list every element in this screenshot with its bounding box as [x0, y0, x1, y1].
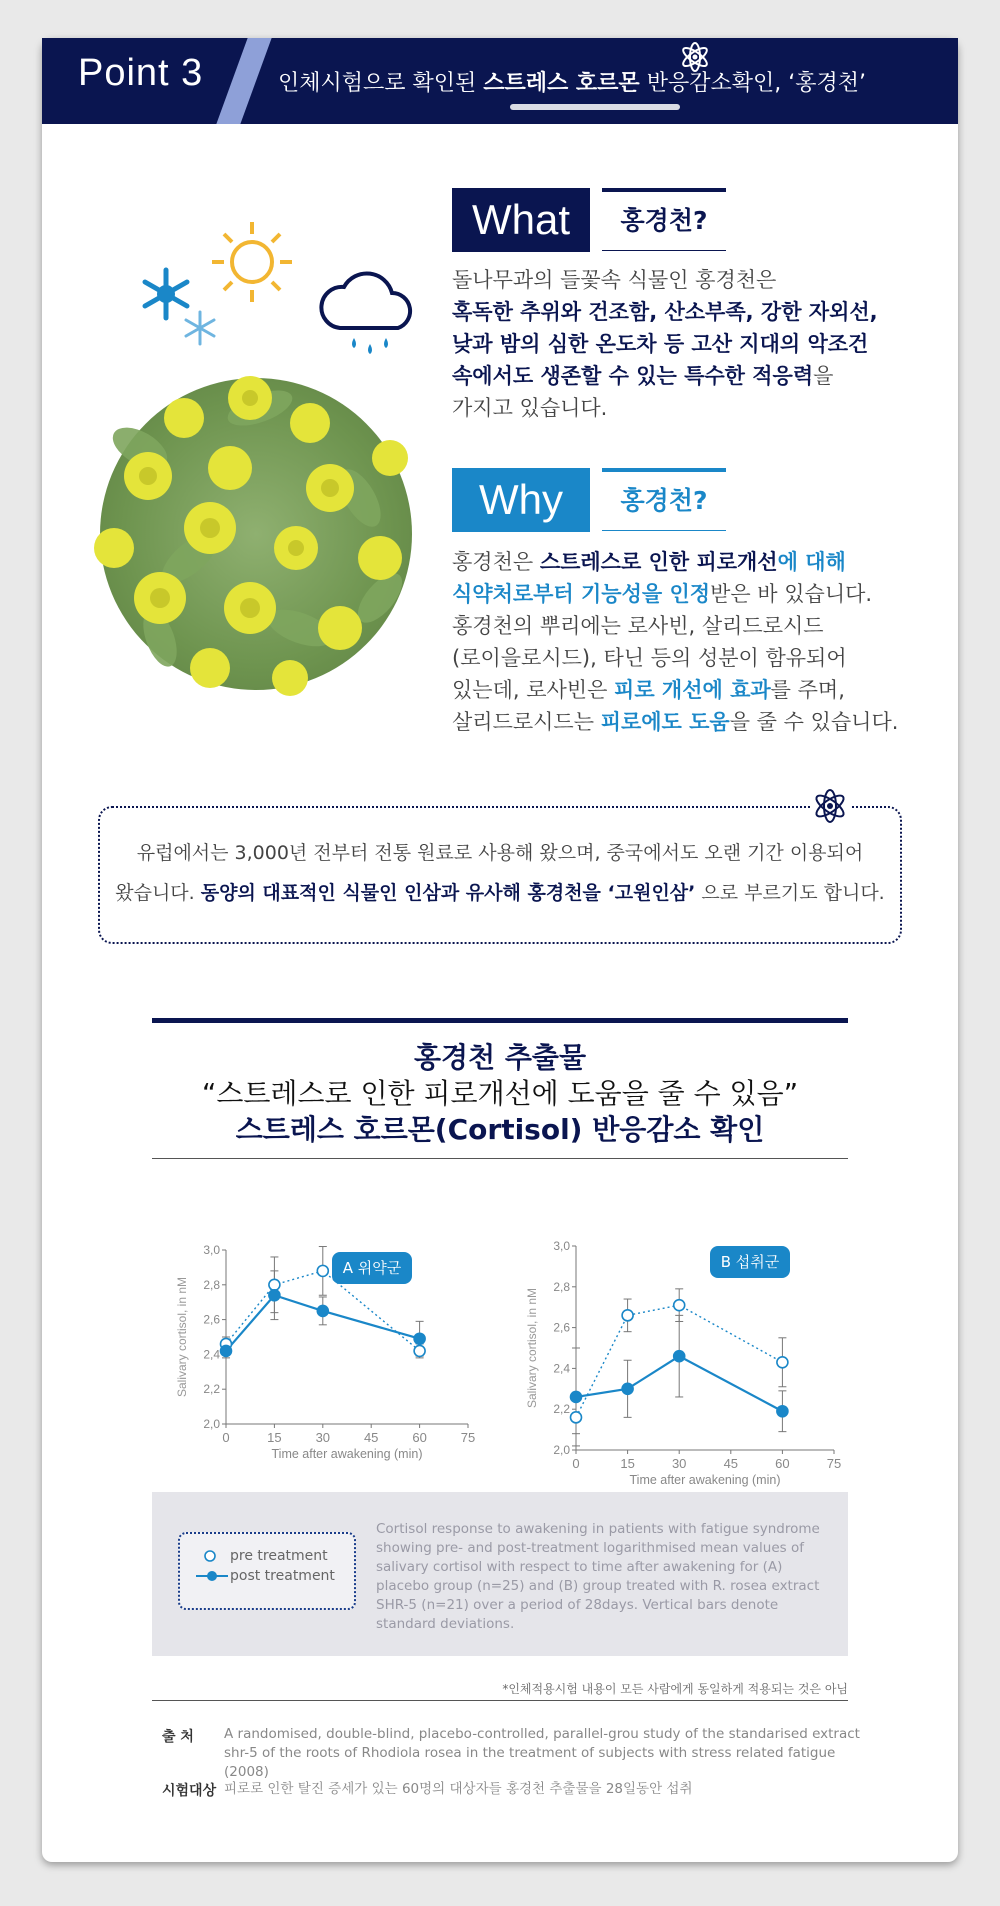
why-segment: 스트레스로 인한 피로개선 [539, 550, 778, 574]
post-treatment-point [571, 1391, 582, 1402]
chart-caption: Cortisol response to awakening in patients with fatigue syndrome showing pre- and post-treatment logarithmised mean values of salivary cortisol with respect to time after awakening for (A) placebo group (n=25) and (B) group treated with R. rosea extract SHR-5 (n=21) over a period of 28days. Vertical bars denote standard deviations. [376, 1521, 820, 1632]
why-segment: 살리드로시드는 [452, 710, 601, 734]
note-line2-post: 으로 부르기도 합니다. [695, 882, 885, 904]
y-tick-label: 3,0 [203, 1243, 220, 1257]
what-line [452, 392, 878, 424]
x-axis-label: Time after awakening (min) [271, 1447, 423, 1461]
what-segment: 낮과 밤의 심한 온도차 등 고산 지대의 악조건 [452, 332, 869, 356]
x-tick-label: 30 [671, 1456, 687, 1471]
brush-underline [510, 104, 680, 110]
x-tick-label: 15 [620, 1456, 635, 1471]
why-segment: 을 줄 수 있습니다. [729, 710, 899, 734]
small-snowflake-icon [186, 312, 214, 344]
y-tick-label: 2,2 [553, 1402, 570, 1417]
pre-treatment-point [317, 1265, 328, 1276]
note-line2-bold: 동양의 대표적인 식물인 인삼과 유사해 홍경천을 ‘고원인삼’ [200, 882, 696, 904]
rhodiola-flowers-illustration [100, 378, 412, 690]
post-treatment-point [269, 1290, 280, 1301]
panel-badge-label: B 섭취군 [720, 1253, 780, 1271]
panel-badge-label: A 위약군 [342, 1259, 402, 1277]
sun-icon [212, 222, 292, 302]
section-bottom-rule [152, 1158, 848, 1159]
y-axis-label: Salivary cortisol, in nM [525, 1287, 539, 1409]
note-line-1: 유럽에서는 3,000년 전부터 전통 원료로 사용해 왔으며, 중국에서도 오랜 기간 이용되어 [136, 842, 864, 864]
pre-treatment-point [674, 1300, 685, 1311]
source-label: 출 처 [162, 1729, 194, 1745]
what-line [452, 296, 878, 328]
why-sub-label: 홍경천? [620, 486, 708, 515]
x-tick-label: 60 [412, 1430, 427, 1445]
why-segment: 를 주며, [770, 678, 845, 702]
legend-post-marker [194, 1568, 230, 1584]
rain-cloud-icon [321, 273, 410, 354]
what-line [452, 360, 878, 392]
what-segment: 혹독한 추위와 건조함, 산소부족, 강한 자외선, [452, 300, 878, 324]
why-line [452, 642, 898, 674]
note-line-2 [100, 874, 900, 912]
why-sub-line-bottom [602, 530, 726, 531]
title-bold: 스트레스 호르몬 [483, 71, 640, 96]
atom-icon [678, 40, 712, 74]
rhodiola-photo [100, 378, 412, 690]
y-tick-label: 2,0 [553, 1443, 570, 1457]
what-segment: 을 [813, 364, 834, 388]
legend-post-label: post treatment [230, 1568, 335, 1584]
weather-icons [122, 208, 402, 388]
y-tick-label: 2,4 [553, 1361, 570, 1376]
point-label: Point 3 [78, 52, 204, 94]
pre-treatment-point [622, 1310, 633, 1321]
why-segment: 받은 바 있습니다. [710, 582, 873, 606]
post-treatment-point [777, 1406, 788, 1417]
origin-note-box [98, 806, 902, 944]
section-top-rule [152, 1018, 848, 1023]
why-line [452, 674, 898, 706]
section-title-2: “스트레스로 인한 피로개선에 도움을 줄 수 있음” [201, 1077, 799, 1110]
header-slash-decoration [216, 38, 271, 124]
legend-pre-label: pre treatment [230, 1548, 328, 1564]
post-treatment-point [317, 1305, 328, 1316]
x-tick-label: 45 [723, 1456, 739, 1471]
post-treatment-point [414, 1333, 425, 1344]
why-segment: 홍경천의 뿌리에는 로사빈, 살리드로시드 [452, 614, 824, 638]
why-segment: 피로 개선에 효과 [614, 678, 771, 702]
subject-label: 시험대상 [162, 1783, 217, 1799]
why-segment: 피로에도 도움 [600, 710, 730, 734]
what-paragraph [452, 264, 878, 424]
why-paragraph [452, 546, 898, 738]
source-divider [152, 1700, 848, 1701]
pre-treatment-point [414, 1345, 425, 1356]
post-treatment-point [674, 1351, 685, 1362]
atom-icon-note [810, 786, 850, 826]
x-tick-label: 45 [363, 1430, 379, 1445]
what-line [452, 264, 878, 296]
y-tick-label: 2,2 [203, 1382, 220, 1397]
why-segment: 에 대해 [777, 550, 846, 574]
chart-a-placebo [142, 1208, 482, 1468]
legend-pre-marker [202, 1548, 222, 1564]
why-segment: 홍경천은 [452, 550, 540, 574]
why-segment: 식약처로부터 기능성을 인정 [452, 582, 711, 606]
section-title-3: 스트레스 호르몬(Cortisol) 반응감소 확인 [235, 1113, 765, 1146]
legend [178, 1532, 356, 1610]
what-line [452, 328, 878, 360]
note-line2-pre: 왔습니다. [115, 882, 201, 904]
source-text: A randomised, double-blind, placebo-controlled, parallel-grou study of the standarised extract shr-5 of the roots of Rhodiola rosea in the treatment of subjects with stress related fatigue (2008) [224, 1726, 860, 1780]
legend-caption-panel [152, 1492, 848, 1656]
y-tick-label: 2,0 [203, 1417, 220, 1431]
why-line [452, 610, 898, 642]
title-post: 반응감소확인, ‘홍경천’ [639, 71, 866, 96]
why-segment: 있는데, 로사빈은 [452, 678, 615, 702]
subject-text: 피로로 인한 탈진 증세가 있는 60명의 대상자들 홍경천 추출물을 28일동안 섭취 [224, 1781, 693, 1797]
x-tick-label: 0 [222, 1430, 230, 1445]
pre-treatment-point [777, 1357, 788, 1368]
why-tag: Why [452, 468, 590, 532]
post-treatment-point [221, 1345, 232, 1356]
y-axis-label: Salivary cortisol, in nM [175, 1276, 189, 1398]
point-header [42, 38, 958, 124]
y-tick-label: 2,8 [553, 1279, 570, 1294]
x-axis-label: Time after awakening (min) [629, 1473, 781, 1487]
point-title [278, 66, 866, 97]
y-tick-label: 3,0 [553, 1239, 570, 1253]
why-line [452, 546, 898, 578]
x-tick-label: 60 [775, 1456, 790, 1471]
what-segment: 돌나무과의 들꽃속 식물인 홍경천은 [452, 268, 777, 292]
why-line [452, 578, 898, 610]
what-segment: 가지고 있습니다. [452, 396, 608, 420]
y-tick-label: 2,4 [203, 1347, 220, 1362]
what-segment: 속에서도 생존할 수 있는 특수한 적응력 [452, 364, 814, 388]
what-sub-label: 홍경천? [620, 206, 708, 235]
snowflake-icon [145, 270, 187, 318]
content-card [42, 38, 958, 1862]
post-treatment-point [622, 1383, 633, 1394]
x-tick-label: 75 [826, 1456, 842, 1471]
pre-treatment-point [571, 1412, 582, 1423]
what-sub-line-bottom [602, 250, 726, 251]
x-tick-label: 30 [315, 1430, 331, 1445]
x-tick-label: 15 [267, 1430, 282, 1445]
what-tag: What [452, 188, 590, 252]
section-title-1: 홍경천 추출물 [413, 1041, 587, 1074]
pre-treatment-point [269, 1279, 280, 1290]
title-pre: 인체시험으로 확인된 [278, 71, 484, 96]
y-tick-label: 2,8 [203, 1277, 220, 1292]
x-tick-label: 75 [460, 1430, 476, 1445]
disclaimer: *인체적용시험 내용이 모든 사람에게 동일하게 적용되는 것은 아님 [502, 1682, 848, 1696]
y-tick-label: 2,6 [203, 1312, 220, 1327]
x-tick-label: 0 [572, 1456, 580, 1471]
why-line [452, 706, 898, 738]
y-tick-label: 2,6 [553, 1320, 570, 1335]
why-segment: (로이을로시드), 타닌 등의 성분이 함유되어 [452, 646, 847, 670]
chart-b-treatment [492, 1202, 852, 1487]
